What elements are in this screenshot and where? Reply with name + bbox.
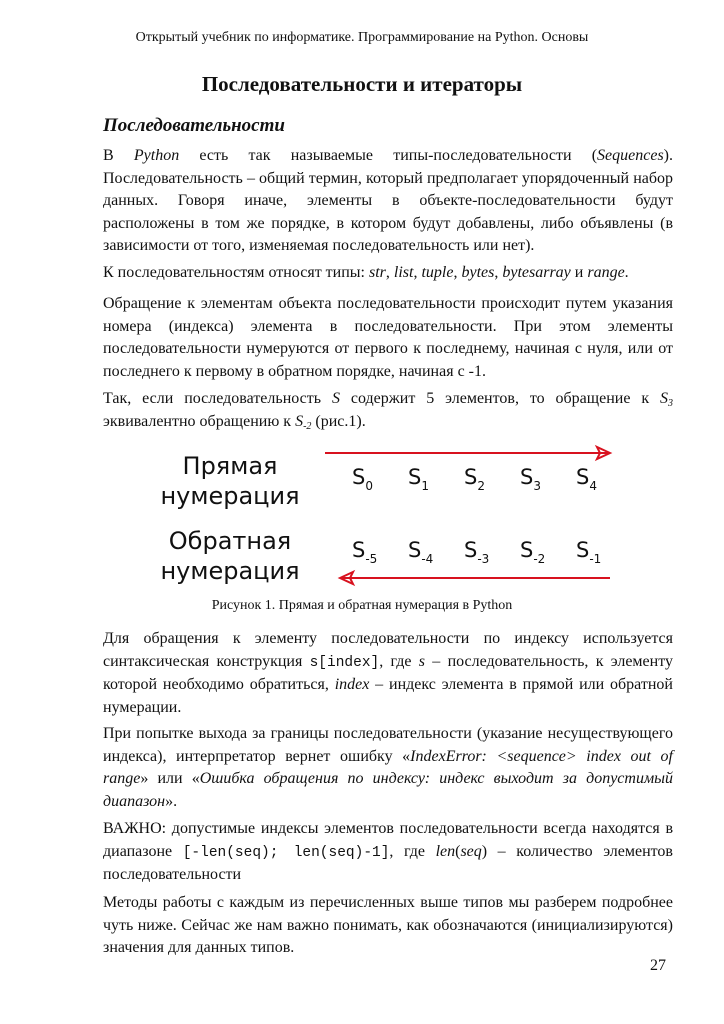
reverse-index-4: $S_{-1}$: [576, 538, 602, 566]
paragraph-index-error: При попытке выхода за границы последовательности (указание несуществующего индекса), интерпретатор вернет ошибку «IndexError: <sequence> index out of range» или «Ошибка обращения по индексу: индекс выходит за допустимый диапазон».: [103, 725, 674, 810]
paragraph-important: ВАЖНО: допустимые индексы элементов последовательности всегда находятся в диапазоне [-len(seq); len(seq)-1], где len(seq) – количество элементов последовательности: [103, 820, 673, 883]
reverse-numbering-label: Обратная нумерация: [160, 527, 300, 585]
forward-index-4: $S_4$: [576, 465, 597, 493]
numbering-arrows: [150, 443, 620, 593]
paragraph-indexing: Обращение к элементам объекта последовательности происходит путем указания номера (индекса) элемента в последовательности. При этом элементы последовательности нумеруются от первого к последнему, начиная с нуля, или от последнего к первому в обратном порядке, начиная с -1.: [103, 295, 673, 380]
paragraph-sequence-types: К последовательностям относят типы: str, list, tuple, bytes, bytesarray и range.: [103, 264, 629, 281]
forward-index-3: $S_3$: [520, 465, 541, 493]
reverse-index-1: $S_{-4}$: [408, 538, 434, 566]
paragraph-example: Так, если последовательность S содержит 5 элементов, то обращение к $S_3$ эквивалентно обращению к $S_{-2}$ (рис.1).: [103, 390, 674, 432]
section-heading: Последовательности: [103, 115, 285, 136]
forward-index-0: $S_0$: [352, 465, 373, 493]
numbering-figure: [150, 443, 620, 593]
forward-index-2: $S_2$: [464, 465, 485, 493]
running-head: Открытый учебник по информатике. Программирование на Python. Основы: [135, 30, 589, 45]
reverse-index-2: $S_{-3}$: [464, 538, 490, 566]
page-number: 27: [650, 957, 666, 974]
reverse-index-0: $S_{-5}$: [352, 538, 378, 566]
page-title: Последовательности и итераторы: [201, 72, 523, 96]
paragraph-sequences-intro: В Python есть так называемые типы-последовательности (Sequences). Последовательность – общий термин, который предполагает упорядоченный набор данных. Говоря иначе, элементы в объекте-последовательности будут расположены в том же порядке, в котором будут добавлены, либо объявлены (в зависимости от того, изменяемая последовательность или нет).: [103, 147, 673, 254]
forward-index-1: $S_1$: [408, 465, 429, 493]
paragraph-methods: Методы работы с каждым из перечисленных выше типов мы разберем подробнее чуть ниже. Сейчас же нам важно понимать, как обозначаются (инициализируются) значения для данных типов.: [103, 894, 673, 956]
reverse-arrow: [340, 572, 610, 584]
reverse-index-3: $S_{-2}$: [520, 538, 546, 566]
forward-arrow: [325, 447, 610, 459]
forward-numbering-label: Прямая нумерация: [160, 452, 300, 510]
figure-caption: Рисунок 1. Прямая и обратная нумерация в Python: [211, 598, 513, 613]
paragraph-index-syntax: Для обращения к элементу последовательности по индексу используется синтаксическая конструкция s[index], где s – последовательность, к элементу которой необходимо обратиться, index – индекс элемента в прямой или обратной нумерации.: [103, 630, 673, 716]
